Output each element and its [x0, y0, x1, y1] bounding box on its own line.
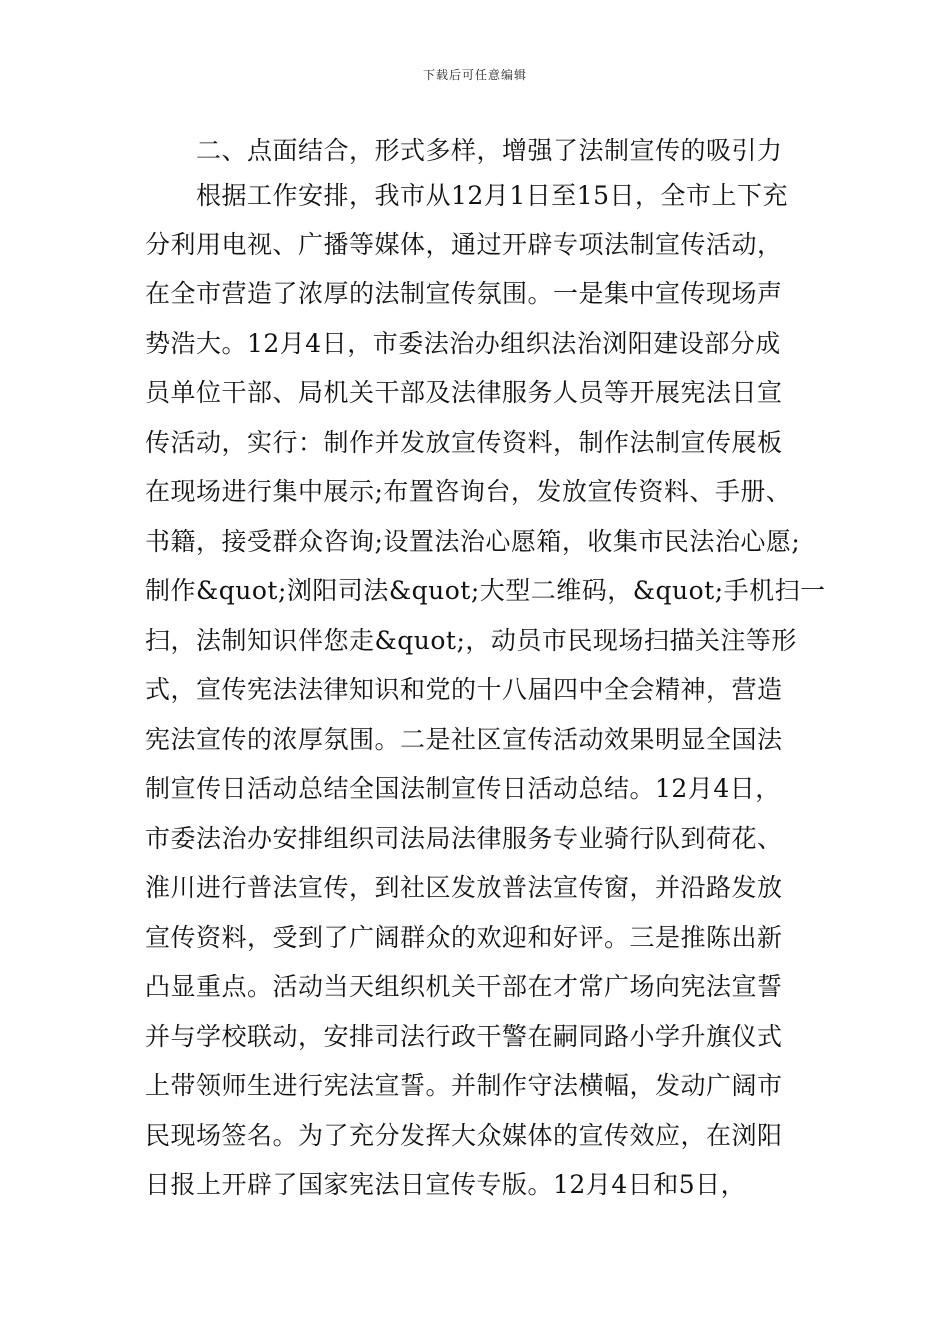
text-line: 式，宣传宪法法律知识和党的十八届四中全会精神，营造: [145, 675, 783, 704]
text-line: 民现场签名。为了充分发挥大众媒体的宣传效应，在浏阳: [145, 1121, 783, 1150]
text-line: 制作&quot;浏阳司法&quot;大型二维码，&quot;手机扫一: [145, 576, 826, 605]
text-line: 根据工作安排，我市从12月1日至15日，全市上下充: [196, 181, 789, 210]
text-line: 并与学校联动，安排司法行政干警在嗣同路小学升旗仪式: [145, 1022, 783, 1051]
text-line: 书籍，接受群众咨询;设置法治心愿箱，收集市民法治心愿;: [145, 527, 801, 556]
header-note: 下载后可任意编辑: [422, 68, 527, 82]
text-line: 传活动，实行：制作并发放宣传资料，制作法制宣传展板: [145, 428, 783, 457]
text-line: 分利用电视、广播等媒体，通过开辟专项法制宣传活动，: [145, 230, 783, 259]
text-line: 员单位干部、局机关干部及法律服务人员等开展宪法日宣: [145, 378, 783, 407]
text-line: 上带领师生进行宪法宣誓。并制作守法横幅，发动广阔市: [145, 1071, 783, 1100]
text-line: 在现场进行集中展示;布置咨询台，发放宣传资料、手册、: [145, 477, 792, 506]
text-line: 日报上开辟了国家宪法日宣传专版。12月4日和5日，: [145, 1170, 747, 1199]
text-line: 在全市营造了浓厚的法制宣传氛围。一是集中宣传现场声: [145, 279, 783, 308]
section-heading: 二、点面结合，形式多样，增强了法制宣传的吸引力: [196, 136, 783, 165]
text-line: 扫，法制知识伴您走&quot;，动员市民现场扫描关注等形: [145, 626, 797, 655]
text-line: 宣传资料，受到了广阔群众的欢迎和好评。三是推陈出新: [145, 923, 783, 952]
text-line: 制宣传日活动总结全国法制宣传日活动总结。12月4日，: [145, 774, 781, 803]
text-line: 淮川进行普法宣传，到社区发放普法宣传窗，并沿路发放: [145, 873, 783, 902]
text-line: 市委法治办安排组织司法局法律服务专业骑行队到荷花、: [145, 824, 783, 853]
text-line: 势浩大。12月4日，市委法治办组织法治浏阳建设部分成: [145, 329, 781, 358]
text-line: 凸显重点。活动当天组织机关干部在才常广场向宪法宣誓: [145, 972, 783, 1001]
text-line: 宪法宣传的浓厚氛围。二是社区宣传活动效果明显全国法: [145, 725, 783, 754]
